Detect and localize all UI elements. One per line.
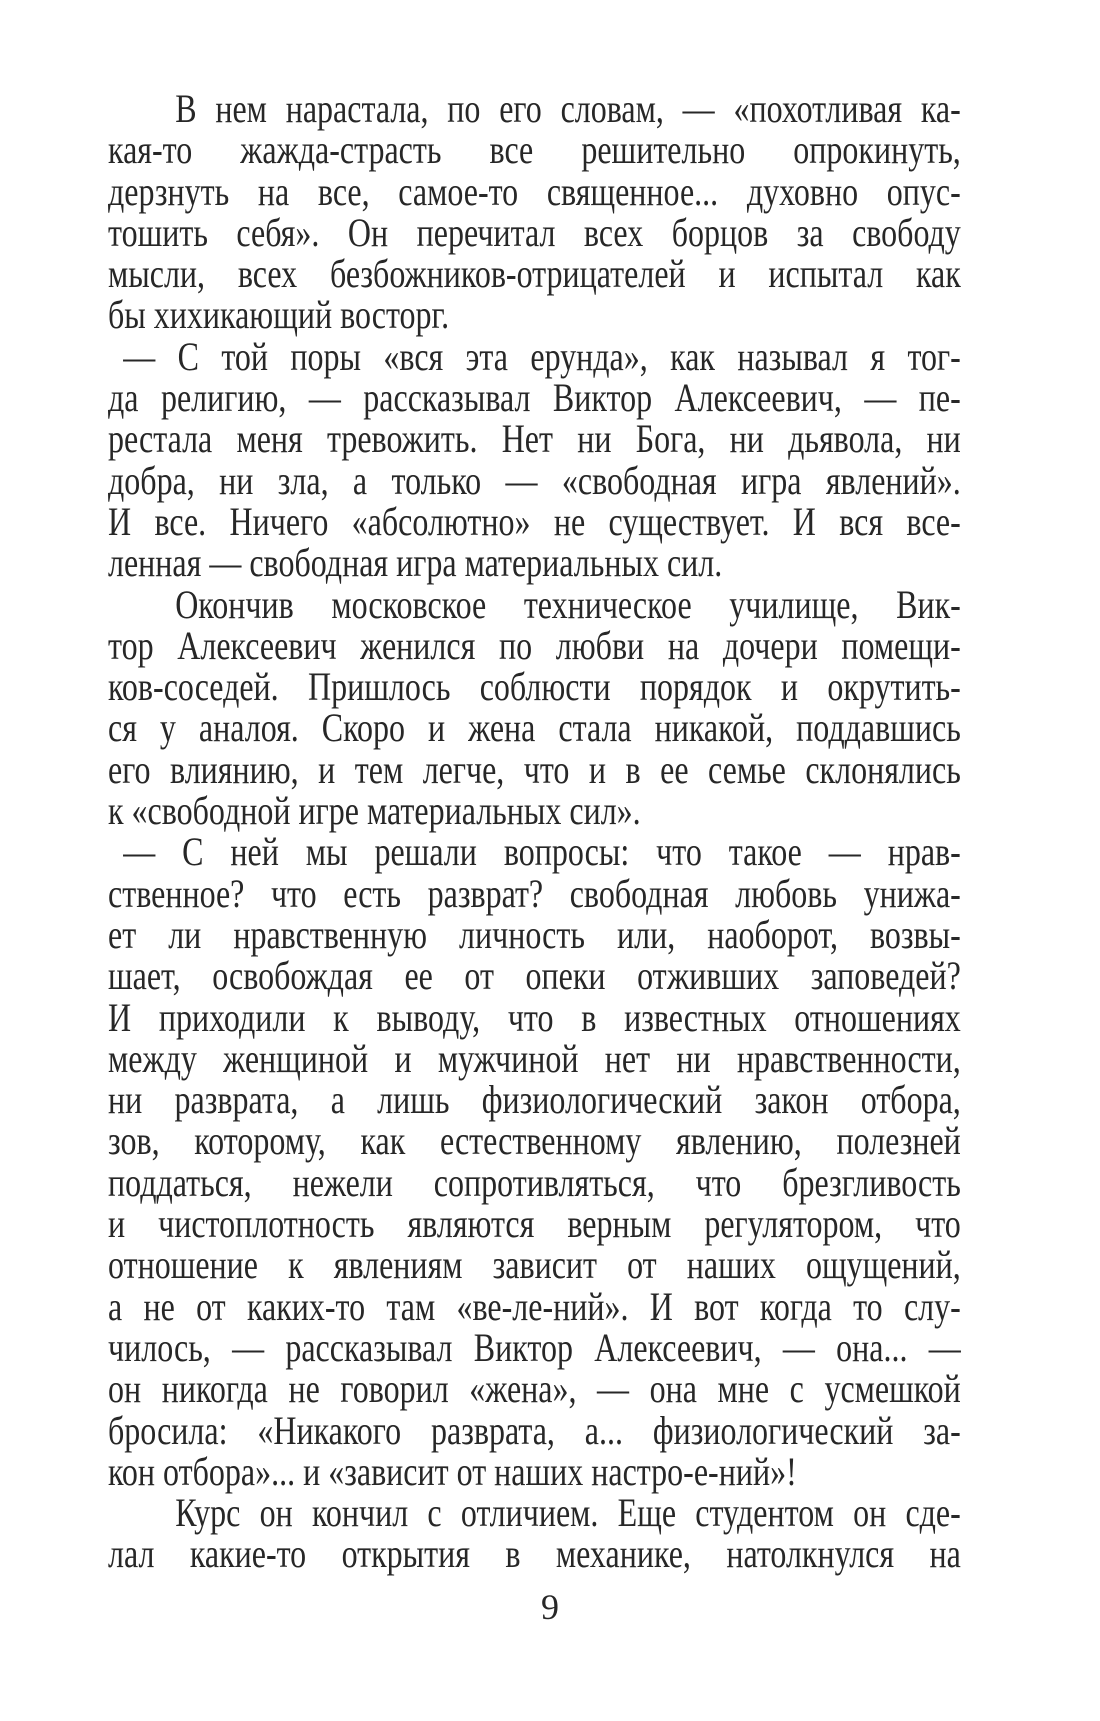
text-line: он никогда не говорил «жена», — она мне с усмешкой <box>108 1366 961 1412</box>
text-line: кон отбора»... и «зависит от наших настро-е-ний»! <box>108 1448 797 1494</box>
text-line: зов, которому, как естественному явлению, полезней <box>108 1118 961 1164</box>
text-line: да религию, — рассказывал Виктор Алексеевич, — пе- <box>108 375 961 421</box>
text-line: — С той поры «вся эта ерунда», как называл я тог- <box>123 333 961 379</box>
text-line: ственное? что есть разврат? свободная любовь унижа- <box>108 870 961 916</box>
text-line: дерзнуть на все, самое-то священное... духовно опус- <box>108 168 961 214</box>
text-line: И приходили к выводу, что в известных отношениях <box>108 994 961 1040</box>
text-line: ся у аналоя. Скоро и жена стала никакой, поддавшись <box>108 705 961 751</box>
text-line: тошить себя». Он перечитал всех борцов за свободу <box>108 209 961 255</box>
paragraph <box>108 831 961 1492</box>
text-line: поддаться, нежели сопротивляться, что брезгливость <box>108 1159 961 1205</box>
text-line: кая-то жажда-страсть все решительно опрокинуть, <box>108 127 961 173</box>
text-line: добра, ни зла, а только — «свободная игра явлений». <box>108 457 961 503</box>
text-line: ни разврата, а лишь физиологический закон отбора, <box>108 1077 961 1123</box>
text-line: между женщиной и мужчиной нет ни нравственности, <box>108 1035 961 1081</box>
paragraph <box>108 88 961 336</box>
paragraph <box>108 1492 961 1575</box>
page-text <box>108 88 961 1575</box>
text-line: мысли, всех безбожников-отрицателей и испытал как <box>108 251 961 297</box>
text-line: к «свободной игре материальных сил». <box>108 788 641 834</box>
text-line: рестала меня тревожить. Нет ни Бога, ни дьявола, ни <box>108 416 961 462</box>
text-line: тор Алексеевич женился по любви на дочери помещи- <box>108 622 961 668</box>
text-line: — С ней мы решали вопросы: что такое — нрав- <box>123 829 961 875</box>
paragraph <box>108 581 961 834</box>
text-line: И все. Ничего «абсолютно» не существует. И вся все- <box>108 498 961 544</box>
text-line: и чистоплотность являются верным регулятором, что <box>108 1201 961 1247</box>
text-line: бы хихикающий восторг. <box>108 292 450 338</box>
paragraph <box>108 333 961 586</box>
text-line: а не от каких-то там «ве-ле-ний». И вот когда то слу- <box>108 1283 961 1329</box>
text-line: его влиянию, и тем легче, что и в ее семье склонялись <box>108 746 961 792</box>
page-number: 9 <box>541 1587 559 1627</box>
text-line: Окончив московское техническое училище, Вик- <box>175 581 961 627</box>
text-line: шает, освобождая ее от опеки отживших заповедей? <box>108 953 961 999</box>
text-line: отношение к явлениям зависит от наших ощущений, <box>108 1242 961 1288</box>
text-line: чилось, — рассказывал Виктор Алексеевич, — она... — <box>108 1324 961 1370</box>
text-line: ет ли нравственную личность или, наоборот, возвы- <box>108 911 961 957</box>
text-line: бросила: «Никакого разврата, а... физиологический за- <box>108 1407 961 1453</box>
text-line: ков-соседей. Пришлось соблюсти порядок и окрутить- <box>108 664 961 710</box>
text-line: В нем нарастала, по его словам, — «похотливая ка- <box>175 86 961 131</box>
text-line: ленная — свободная игра материальных сил. <box>108 540 723 586</box>
text-line: лал какие-то открытия в механике, натолкнулся на <box>108 1531 961 1577</box>
text-line: Курс он кончил с отличием. Еще студентом он сде- <box>175 1490 961 1536</box>
